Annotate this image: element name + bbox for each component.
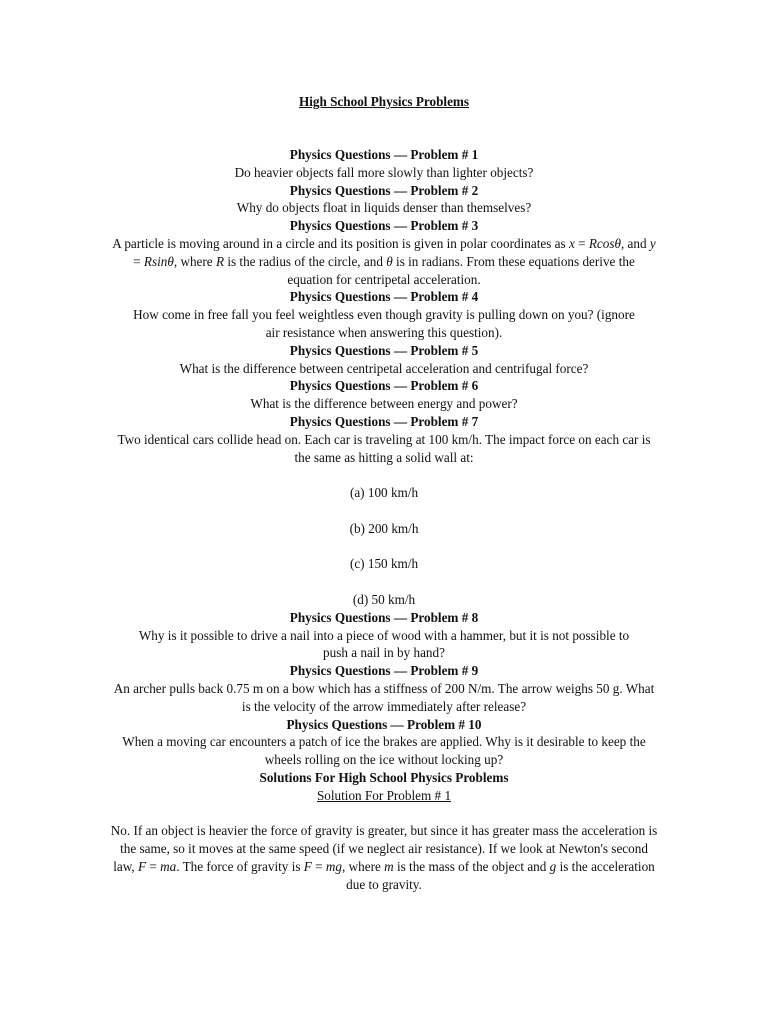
problem-6-heading: Physics Questions — Problem # 6 bbox=[289, 378, 479, 394]
problem-5-text: What is the difference between centripetal acceleration and centrifugal force? bbox=[179, 360, 589, 376]
problem-8-heading: Physics Questions — Problem # 8 bbox=[289, 609, 479, 625]
problem-7-option-d: (d) 50 km/h bbox=[352, 591, 416, 607]
problem-1-heading: Physics Questions — Problem # 1 bbox=[289, 147, 479, 162]
solution-1-heading: Solution For Problem # 1 bbox=[316, 787, 452, 803]
problem-2-heading: Physics Questions — Problem # 2 bbox=[289, 182, 479, 198]
problem-7-option-a: (a) 100 km/h bbox=[349, 485, 419, 501]
problem-8-text: Why is it possible to drive a nail into a piece of wood with a hammer, but it is not possible to push a nail in by hand? bbox=[138, 627, 630, 661]
problem-4-text: How come in free fall you feel weightless even though gravity is pulling down on you? (ignore air resistance when answering this question). bbox=[133, 307, 635, 340]
problem-9-heading: Physics Questions — Problem # 9 bbox=[289, 663, 479, 679]
problem-4-heading: Physics Questions — Problem # 4 bbox=[289, 289, 479, 305]
problem-3-text: A particle is moving around in a circle and its position is given in polar coordinates as x = Rcosθ, and y = Rsinθ, where R is the radius of the circle, and θ is in radians. From these equations derive the equation for centripetal acceleration. bbox=[112, 235, 656, 287]
problem-7-heading: Physics Questions — Problem # 7 bbox=[289, 413, 479, 429]
problem-1-text: Do heavier objects fall more slowly than lighter objects? bbox=[234, 164, 534, 180]
problem-7-option-c: (c) 150 km/h bbox=[349, 556, 419, 572]
problem-6-text: What is the difference between energy and power? bbox=[250, 396, 518, 412]
problem-7-text: Two identical cars collide head on. Each car is traveling at 100 km/h. The impact force on each car is the same as hitting a solid wall at: bbox=[117, 431, 651, 465]
problem-9-text: An archer pulls back 0.75 m on a bow which has a stiffness of 200 N/m. The arrow weighs 50 g. What is the velocity of the arrow immediately after release? bbox=[113, 680, 655, 714]
problem-5-heading: Physics Questions — Problem # 5 bbox=[289, 342, 479, 358]
problem-3-heading: Physics Questions — Problem # 3 bbox=[289, 218, 479, 234]
solution-1-text: No. If an object is heavier the force of gravity is greater, but since it has greater mass the acceleration is the same, so it moves at the same speed (if we neglect air resistance). If we look at Newton's second law, F = ma. The force of gravity is F = mg, where m is the mass of the object and g is the acceleration due to gravity. bbox=[110, 823, 658, 892]
problem-10-heading: Physics Questions — Problem # 10 bbox=[286, 716, 482, 732]
problem-2-text: Why do objects float in liquids denser than themselves? bbox=[236, 200, 532, 216]
problem-7-option-b: (b) 200 km/h bbox=[349, 520, 419, 536]
solutions-heading: Solutions For High School Physics Problems bbox=[259, 769, 509, 785]
document-body bbox=[110, 146, 658, 893]
document-title: High School Physics Problems bbox=[298, 94, 470, 109]
problem-10-text: When a moving car encounters a patch of ice the brakes are applied. Why is it desirable to keep the wheels rolling on the ice without locking up? bbox=[122, 734, 646, 768]
